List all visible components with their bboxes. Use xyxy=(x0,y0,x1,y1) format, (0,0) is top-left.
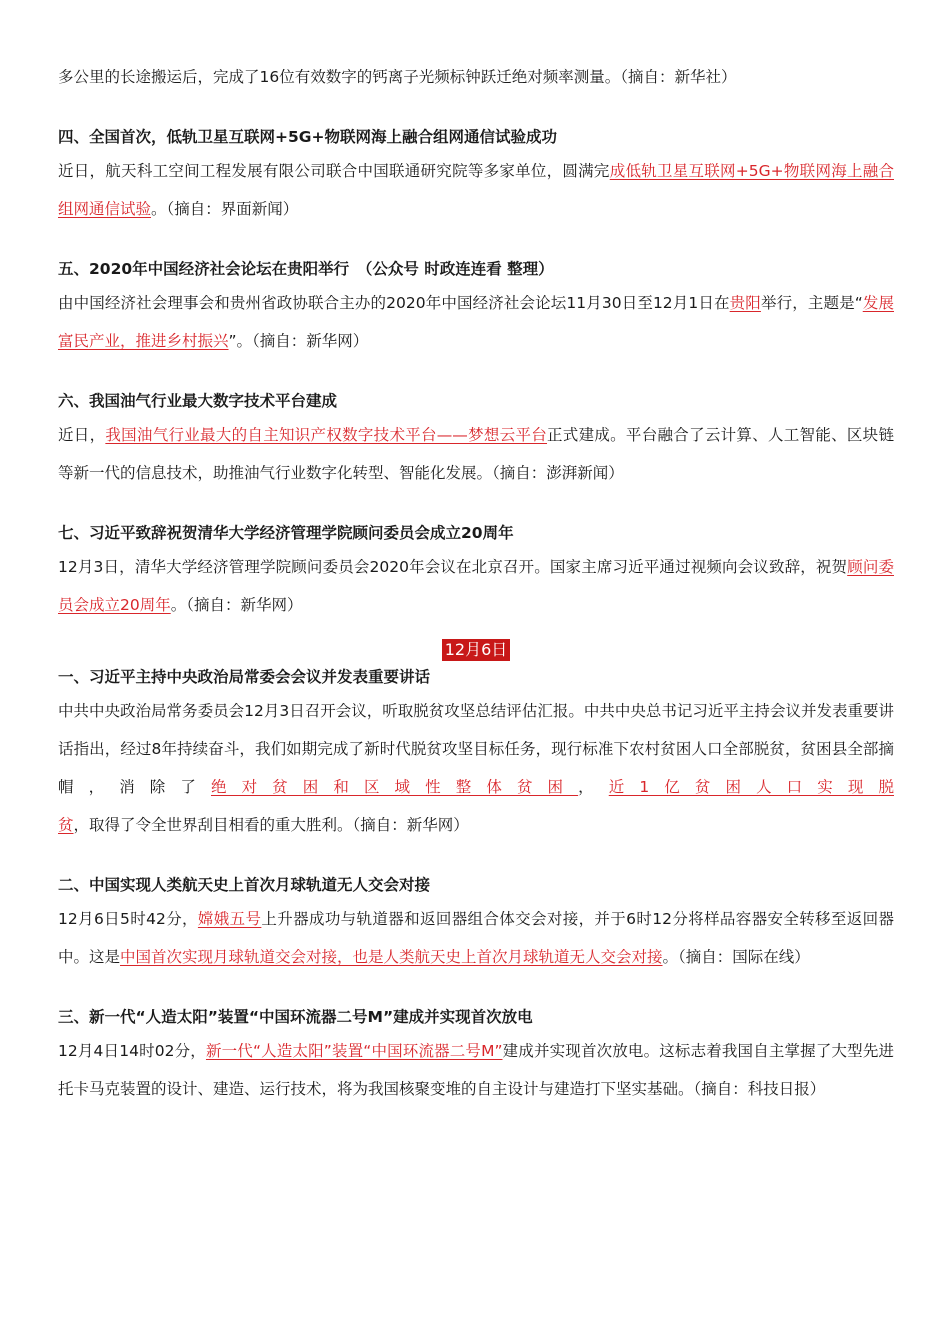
highlight-link[interactable]: 我国油气行业最大的自主知识产权数字技术平台——梦想云平台 xyxy=(105,426,548,444)
dec6-section-2-heading: 二、中国实现人类航天史上首次月球轨道无人交会对接 xyxy=(58,876,431,894)
date-header xyxy=(58,638,894,662)
section-7-heading: 七、习近平致辞祝贺清华大学经济管理学院顾问委员会成立20周年 xyxy=(58,524,514,542)
section-4-heading: 四、全国首次，低轨卫星互联网+5G+物联网海上融合组网通信试验成功 xyxy=(58,128,557,146)
highlight-link[interactable]: 中国首次实现月球轨道交会对接，也是人类航天史上首次月球轨道无人交会对接 xyxy=(120,948,663,966)
section-7-body: 12月3日，清华大学经济管理学院顾问委员会2020年会议在北京召开。国家主席习近平通过视频向会议致辞，祝贺顾问委员会成立20周年。（摘自：新华网） xyxy=(58,558,894,614)
highlight-link[interactable]: 新一代“人造太阳”装置“中国环流器二号M” xyxy=(205,1042,503,1060)
highlight-link[interactable]: 顾问委员会成立20周年 xyxy=(58,558,894,614)
section-6-body: 近日，我国油气行业最大的自主知识产权数字技术平台——梦想云平台正式建成。平台融合了云计算、人工智能、区块链等新一代的信息技术，助推油气行业数字化转型、智能化发展。（摘自：澎湃新闻） xyxy=(58,426,894,482)
highlight-link[interactable]: 成低轨卫星互联网+5G+物联网海上融合组网通信试验 xyxy=(58,162,894,218)
section-6-heading: 六、我国油气行业最大数字技术平台建成 xyxy=(58,392,338,410)
dec6-section-1-heading: 一、习近平主持中央政治局常委会会议并发表重要讲话 xyxy=(58,668,431,686)
dec6-section-1-body: 中共中央政治局常务委员会12月3日召开会议，听取脱贫攻坚总结评估汇报。中共中央总书记习近平主持会议并发表重要讲话指出，经过8年持续奋斗，我们如期完成了新时代脱贫攻坚目标任务，现行标准下农村贫困人口全部脱贫，贫困县全部摘帽，消除了绝对贫困和区域性整体贫困，近1亿贫困人口实现脱贫，取得了令全世界刮目相看的重大胜利。（摘自：新华网） xyxy=(58,702,894,834)
date-badge: 12月6日 xyxy=(442,639,511,661)
intro-paragraph: 多公里的长途搬运后，完成了16位有效数字的钙离子光频标钟跃迁绝对频率测量。（摘自：新华社） xyxy=(58,68,737,86)
section-4-body: 近日，航天科工空间工程发展有限公司联合中国联通研究院等多家单位，圆满完成低轨卫星互联网+5G+物联网海上融合组网通信试验。（摘自：界面新闻） xyxy=(58,162,894,218)
highlight-link[interactable]: 嫦娥五号 xyxy=(197,910,262,928)
dec6-section-2-body: 12月6日5时42分，嫦娥五号上升器成功与轨道器和返回器组合体交会对接，并于6时12分将样品容器安全转移至返回器中。这是中国首次实现月球轨道交会对接，也是人类航天史上首次月球轨道无人交会对接。（摘自：国际在线） xyxy=(58,910,895,966)
section-5-heading: 五、2020年中国经济社会论坛在贵阳举行 （公众号 时政连连看 整理） xyxy=(58,260,554,278)
highlight-link[interactable]: 发展富民产业，推进乡村振兴 xyxy=(58,294,894,350)
dec6-section-3-heading: 三、新一代“人造太阳”装置“中国环流器二号M”建成并实现首次放电 xyxy=(58,1008,533,1026)
dec6-section-3-body: 12月4日14时02分，新一代“人造太阳”装置“中国环流器二号M”建成并实现首次放电。这标志着我国自主掌握了大型先进托卡马克装置的设计、建造、运行技术，将为我国核聚变堆的自主设计与建造打下坚实基础。（摘自：科技日报） xyxy=(58,1042,894,1098)
highlight-link[interactable]: 贵阳 xyxy=(729,294,761,312)
highlight-link[interactable]: 绝对贫困和区域性整体贫困 xyxy=(210,778,579,796)
highlight-link[interactable]: 近1亿贫困人口实现脱贫 xyxy=(58,778,894,834)
document-page xyxy=(58,58,894,1108)
section-5-body: 由中国经济社会理事会和贵州省政协联合主办的2020年中国经济社会论坛11月30日至12月1日在贵阳举行，主题是“发展富民产业，推进乡村振兴”。（摘自：新华网） xyxy=(58,294,894,350)
